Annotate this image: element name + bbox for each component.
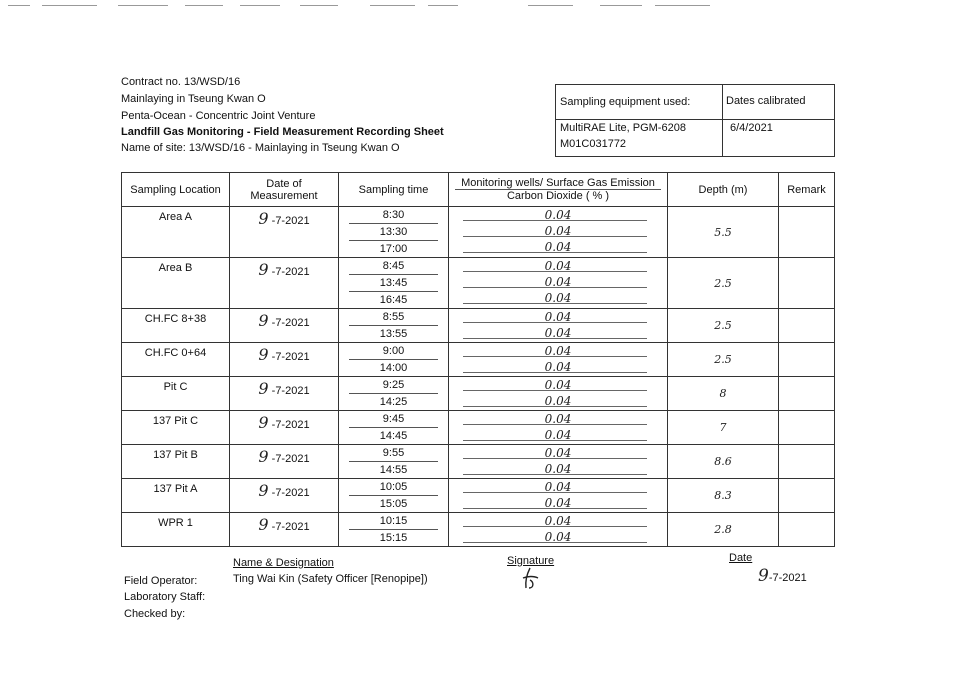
co2-value: 0.04 bbox=[544, 462, 572, 476]
co2-value: 0.04 bbox=[544, 291, 572, 305]
cell-date bbox=[230, 411, 339, 445]
measurement-table bbox=[121, 172, 835, 547]
date-rest: -7-2021 bbox=[271, 521, 310, 533]
cell-times bbox=[339, 207, 449, 258]
cell-depth bbox=[668, 309, 779, 343]
table-row bbox=[122, 377, 835, 411]
header-date bbox=[230, 173, 339, 207]
cell-location: 137 Pit B bbox=[122, 445, 230, 479]
cell-location: WPR 1 bbox=[122, 513, 230, 547]
date-rest: -7-2021 bbox=[271, 266, 310, 278]
co2-value: 0.04 bbox=[544, 428, 572, 442]
sampling-time: 9:45 bbox=[349, 411, 438, 428]
field-operator-name: Ting Wai Kin (Safety Officer [Renopipe]) bbox=[233, 573, 428, 585]
cell-depth bbox=[668, 343, 779, 377]
co2-reading bbox=[449, 529, 667, 545]
co2-reading bbox=[449, 479, 667, 495]
cell-remark bbox=[779, 343, 835, 377]
co2-value: 0.04 bbox=[544, 208, 572, 222]
depth-value: 8 bbox=[719, 387, 727, 400]
dates-calibrated-label: Dates calibrated bbox=[726, 95, 806, 107]
date-rest: -7-2021 bbox=[271, 453, 310, 465]
date-heading: Date bbox=[729, 552, 753, 564]
scan-top-marks bbox=[0, 0, 979, 12]
date-day-handwritten: 9 bbox=[258, 447, 269, 466]
cell-co2 bbox=[449, 309, 668, 343]
signed-date-day: 9 bbox=[758, 566, 769, 586]
cell-co2 bbox=[449, 513, 668, 547]
sampling-time: 8:45 bbox=[349, 258, 438, 275]
co2-value: 0.04 bbox=[544, 275, 572, 289]
co2-reading bbox=[449, 207, 667, 223]
date-day-handwritten: 9 bbox=[258, 413, 269, 432]
cell-times bbox=[339, 258, 449, 309]
co2-value: 0.04 bbox=[544, 446, 572, 460]
signed-date-rest: -7-2021 bbox=[768, 572, 807, 584]
sampling-time: 9:00 bbox=[349, 343, 438, 360]
cell-location: Area B bbox=[122, 258, 230, 309]
depth-value: 8.3 bbox=[714, 489, 732, 502]
cell-location: Pit C bbox=[122, 377, 230, 411]
table-header-row bbox=[122, 173, 835, 207]
sampling-time: 8:30 bbox=[349, 207, 438, 224]
cell-co2 bbox=[449, 445, 668, 479]
co2-reading bbox=[449, 495, 667, 511]
co2-value: 0.04 bbox=[544, 360, 572, 374]
cell-date bbox=[230, 343, 339, 377]
co2-reading bbox=[449, 223, 667, 239]
equipment-model: MultiRAE Lite, PGM-6208 bbox=[560, 122, 686, 134]
cell-date bbox=[230, 377, 339, 411]
co2-value: 0.04 bbox=[544, 412, 572, 426]
co2-value: 0.04 bbox=[544, 514, 572, 528]
co2-value: 0.04 bbox=[544, 394, 572, 408]
date-day-handwritten: 9 bbox=[258, 311, 269, 330]
table-row bbox=[122, 343, 835, 377]
co2-value: 0.04 bbox=[544, 310, 572, 324]
depth-value: 2.5 bbox=[714, 276, 732, 290]
contractor-name: Penta-Ocean - Concentric Joint Venture bbox=[121, 110, 316, 122]
sampling-time: 16:45 bbox=[379, 294, 408, 306]
header-date-line1: Date of bbox=[266, 177, 302, 190]
calibration-date: 6/4/2021 bbox=[730, 122, 773, 134]
co2-reading bbox=[449, 290, 667, 306]
cell-depth bbox=[668, 513, 779, 547]
date-rest: -7-2021 bbox=[271, 419, 310, 431]
co2-reading bbox=[449, 377, 667, 393]
cell-depth bbox=[668, 445, 779, 479]
sampling-time: 14:45 bbox=[379, 430, 408, 442]
co2-reading bbox=[449, 274, 667, 290]
cell-co2 bbox=[449, 343, 668, 377]
cell-location: CH.FC 8+38 bbox=[122, 309, 230, 343]
header-remark: Remark bbox=[779, 173, 835, 207]
co2-reading bbox=[449, 309, 667, 325]
co2-reading bbox=[449, 359, 667, 375]
date-rest: -7-2021 bbox=[271, 487, 310, 499]
co2-value: 0.04 bbox=[544, 378, 572, 392]
depth-value: 7 bbox=[719, 421, 727, 434]
table-row bbox=[122, 309, 835, 343]
field-operator-label: Field Operator: bbox=[124, 575, 198, 587]
sheet-title: Landfill Gas Monitoring - Field Measurement Recording Sheet bbox=[121, 126, 444, 138]
date-day-handwritten: 9 bbox=[258, 260, 269, 279]
cell-co2 bbox=[449, 258, 668, 309]
cell-times bbox=[339, 377, 449, 411]
cell-times bbox=[339, 479, 449, 513]
cell-times bbox=[339, 309, 449, 343]
co2-value: 0.04 bbox=[544, 496, 572, 510]
checked-by-label: Checked by: bbox=[124, 608, 186, 620]
table-row bbox=[122, 513, 835, 547]
cell-co2 bbox=[449, 411, 668, 445]
cell-remark bbox=[779, 377, 835, 411]
cell-location: 137 Pit A bbox=[122, 479, 230, 513]
depth-value: 5.5 bbox=[714, 225, 732, 239]
table-row bbox=[122, 207, 835, 258]
lab-staff-label: Laboratory Staff: bbox=[124, 591, 206, 603]
co2-value: 0.04 bbox=[544, 240, 572, 254]
cell-depth bbox=[668, 258, 779, 309]
cell-times bbox=[339, 343, 449, 377]
header-date-line2: Measurement bbox=[250, 189, 318, 202]
cell-location: Area A bbox=[122, 207, 230, 258]
cell-depth bbox=[668, 411, 779, 445]
co2-value: 0.04 bbox=[544, 259, 572, 273]
sampling-time: 9:25 bbox=[349, 377, 438, 394]
handwritten-signature bbox=[518, 566, 542, 592]
date-rest: -7-2021 bbox=[271, 317, 310, 329]
table-row bbox=[122, 445, 835, 479]
table-row bbox=[122, 479, 835, 513]
header-depth: Depth (m) bbox=[668, 173, 779, 207]
cell-date bbox=[230, 479, 339, 513]
depth-value: 2.8 bbox=[714, 523, 732, 536]
signature-heading: Signature bbox=[507, 555, 555, 567]
cell-remark bbox=[779, 411, 835, 445]
header-gas-line2: Carbon Dioxide ( % ) bbox=[455, 189, 661, 202]
name-designation-heading: Name & Designation bbox=[233, 557, 334, 569]
date-day-handwritten: 9 bbox=[258, 379, 269, 398]
co2-reading bbox=[449, 325, 667, 341]
date-rest: -7-2021 bbox=[271, 385, 310, 397]
sampling-time: 9:55 bbox=[349, 445, 438, 462]
site-name: Name of site: 13/WSD/16 - Mainlaying in Tseung Kwan O bbox=[121, 142, 400, 154]
co2-value: 0.04 bbox=[544, 224, 572, 238]
cell-remark bbox=[779, 445, 835, 479]
cell-remark bbox=[779, 207, 835, 258]
sampling-time: 10:05 bbox=[349, 479, 438, 496]
sampling-time: 13:45 bbox=[349, 275, 438, 292]
co2-value: 0.04 bbox=[544, 480, 572, 494]
header-gas-line1: Monitoring wells/ Surface Gas Emission bbox=[461, 177, 655, 189]
co2-reading bbox=[449, 445, 667, 461]
signed-date bbox=[758, 566, 807, 586]
contract-number: Contract no. 13/WSD/16 bbox=[121, 76, 241, 88]
cell-co2 bbox=[449, 207, 668, 258]
co2-reading bbox=[449, 513, 667, 529]
sampling-time: 15:15 bbox=[379, 532, 408, 544]
sampling-time: 8:55 bbox=[349, 309, 438, 326]
sampling-time: 14:25 bbox=[379, 396, 408, 408]
equipment-serial: M01C031772 bbox=[560, 138, 627, 150]
cell-date bbox=[230, 513, 339, 547]
cell-remark bbox=[779, 479, 835, 513]
date-day-handwritten: 9 bbox=[258, 345, 269, 364]
depth-value: 2.5 bbox=[714, 353, 732, 366]
table-row bbox=[122, 258, 835, 309]
sampling-time: 14:00 bbox=[379, 362, 408, 374]
date-day-handwritten: 9 bbox=[258, 515, 269, 534]
cell-date bbox=[230, 309, 339, 343]
sampling-time: 10:15 bbox=[349, 513, 438, 530]
cell-depth bbox=[668, 479, 779, 513]
cell-times bbox=[339, 411, 449, 445]
sampling-time: 13:55 bbox=[379, 328, 408, 340]
table-row bbox=[122, 411, 835, 445]
co2-reading bbox=[449, 258, 667, 274]
header-gas bbox=[449, 173, 668, 207]
co2-value: 0.04 bbox=[544, 530, 572, 544]
cell-remark bbox=[779, 309, 835, 343]
project-name: Mainlaying in Tseung Kwan O bbox=[121, 93, 266, 105]
header-location: Sampling Location bbox=[122, 173, 230, 207]
co2-reading bbox=[449, 343, 667, 359]
cell-times bbox=[339, 513, 449, 547]
sampling-time: 13:30 bbox=[349, 224, 438, 241]
header-time: Sampling time bbox=[339, 173, 449, 207]
equipment-box bbox=[555, 84, 835, 157]
date-rest: -7-2021 bbox=[271, 215, 310, 227]
cell-date bbox=[230, 258, 339, 309]
cell-date bbox=[230, 445, 339, 479]
cell-remark bbox=[779, 513, 835, 547]
equipment-used-label: Sampling equipment used: bbox=[560, 96, 691, 108]
sampling-time: 17:00 bbox=[379, 243, 408, 255]
date-day-handwritten: 9 bbox=[258, 481, 269, 500]
cell-times bbox=[339, 445, 449, 479]
co2-value: 0.04 bbox=[544, 326, 572, 340]
co2-reading bbox=[449, 461, 667, 477]
cell-depth bbox=[668, 207, 779, 258]
date-rest: -7-2021 bbox=[271, 351, 310, 363]
co2-reading bbox=[449, 393, 667, 409]
depth-value: 8.6 bbox=[714, 455, 732, 468]
co2-reading bbox=[449, 239, 667, 255]
sampling-time: 14:55 bbox=[379, 464, 408, 476]
date-day-handwritten: 9 bbox=[258, 209, 269, 228]
cell-remark bbox=[779, 258, 835, 309]
cell-date bbox=[230, 207, 339, 258]
co2-value: 0.04 bbox=[544, 344, 572, 358]
cell-depth bbox=[668, 377, 779, 411]
cell-location: CH.FC 0+64 bbox=[122, 343, 230, 377]
cell-location: 137 Pit C bbox=[122, 411, 230, 445]
sampling-time: 15:05 bbox=[379, 498, 408, 510]
cell-co2 bbox=[449, 377, 668, 411]
co2-reading bbox=[449, 427, 667, 443]
depth-value: 2.5 bbox=[714, 319, 732, 332]
co2-reading bbox=[449, 411, 667, 427]
cell-co2 bbox=[449, 479, 668, 513]
